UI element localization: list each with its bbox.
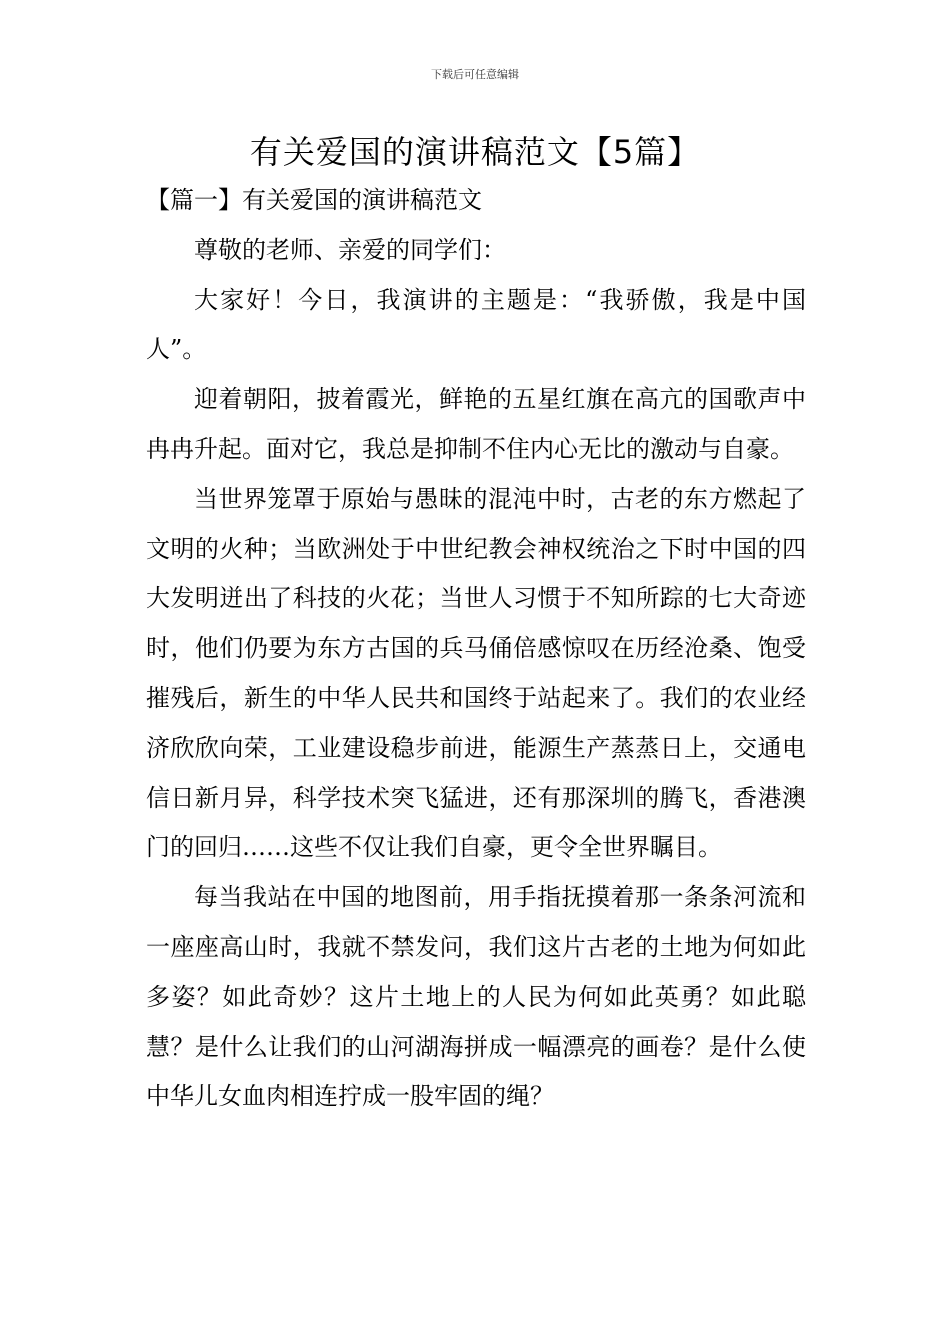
header-note: 下载后可任意编辑 [431, 68, 519, 81]
paragraph-intro: 大家好！今日，我演讲的主题是：“我骄傲，我是中国人”。 [146, 285, 806, 364]
document-body [146, 176, 806, 1122]
document-title: 有关爱国的演讲稿范文【5篇】 [249, 133, 701, 171]
paragraph-greeting: 尊敬的老师、亲爱的同学们： [194, 235, 506, 264]
paragraph-map: 每当我站在中国的地图前，用手指抚摸着那一条条河流和一座座高山时，我就不禁发问，我们这片古老的土地为何如此多姿？如此奇妙？这片土地上的人民为何如此英勇？如此聪慧？是什么让我们的山河湖海拼成一幅漂亮的画卷？是什么使中华儿女血肉相连拧成一股牢固的绳？ [146, 883, 806, 1111]
section-heading: 【篇一】有关爱国的演讲稿范文 [146, 186, 482, 214]
paragraph-flag: 迎着朝阳，披着霞光，鲜艳的五星红旗在高亢的国歌声中冉冉升起。面对它，我总是抑制不住内心无比的激动与自豪。 [146, 385, 806, 463]
paragraph-history: 当世界笼罩于原始与愚昧的混沌中时，古老的东方燃起了文明的火种；当欧洲处于中世纪教会神权统治之下时中国的四大发明迸出了科技的火花；当世人习惯于不知所踪的七大奇迹时，他们仍要为东方古国的兵马俑倍感惊叹在历经沧桑、饱受摧残后，新生的中华人民共和国终于站起来了。我们的农业经济欣欣向荣，工业建设稳步前进，能源生产蒸蒸日上，交通电信日新月异，科学技术突飞猛进，还有那深圳的腾飞，香港澳门的回归……这些不仅让我们自豪，更令全世界瞩目。 [146, 484, 806, 862]
